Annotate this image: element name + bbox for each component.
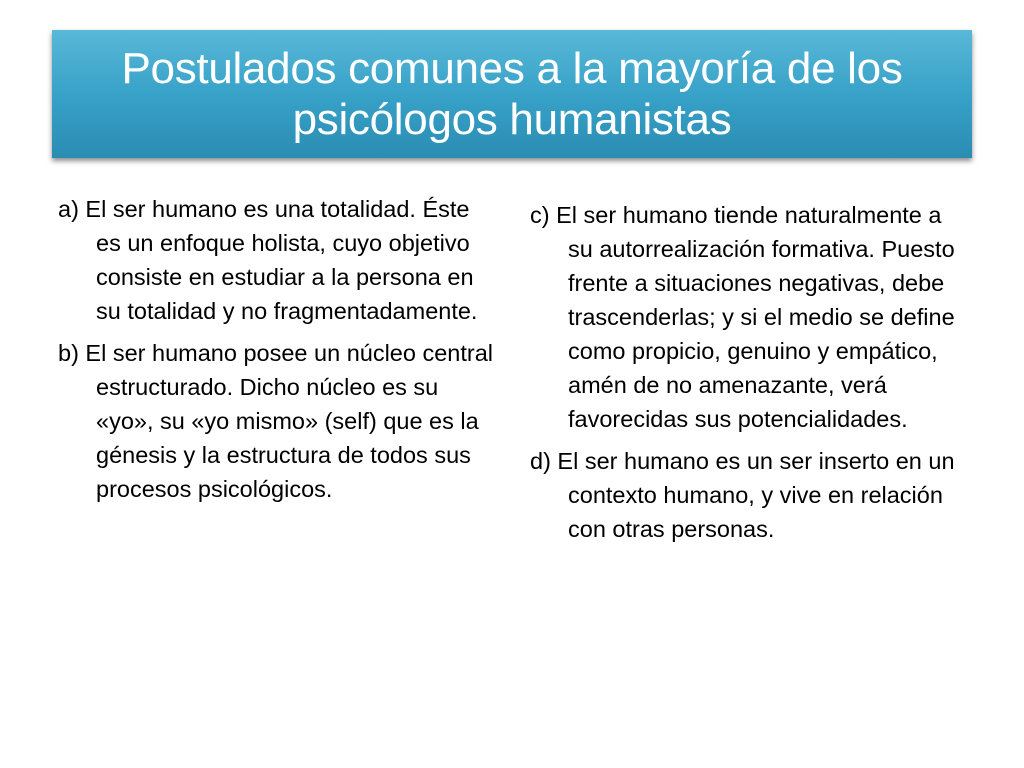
postulate-c: c) El ser humano tiende naturalmente a su autorrealización formativa. Puesto frente a situaciones negativas, debe trascenderlas; y si el medio se define como propicio, genuino y empático, amén de no amenazante, verá favorecidas sus potencialidades.: [530, 202, 955, 432]
postulate-b: b) El ser humano posee un núcleo central estructurado. Dicho núcleo es su «yo», su «yo mismo» (self) que es la génesis y la estructura de todos sus procesos psicológicos.: [58, 340, 494, 502]
right-column: [530, 198, 970, 554]
postulate-a: a) El ser humano es una totalidad. Éste es un enfoque holista, cuyo objetivo consiste en estudiar a la persona en su totalidad y no fragmentadamente.: [58, 196, 478, 324]
left-column: [58, 192, 498, 514]
title-banner: [52, 30, 972, 158]
postulate-d: d) El ser humano es un ser inserto en un contexto humano, y vive en relación con otras personas.: [530, 448, 955, 542]
slide-title: Postulados comunes a la mayoría de los psicólogos humanistas: [121, 44, 903, 144]
